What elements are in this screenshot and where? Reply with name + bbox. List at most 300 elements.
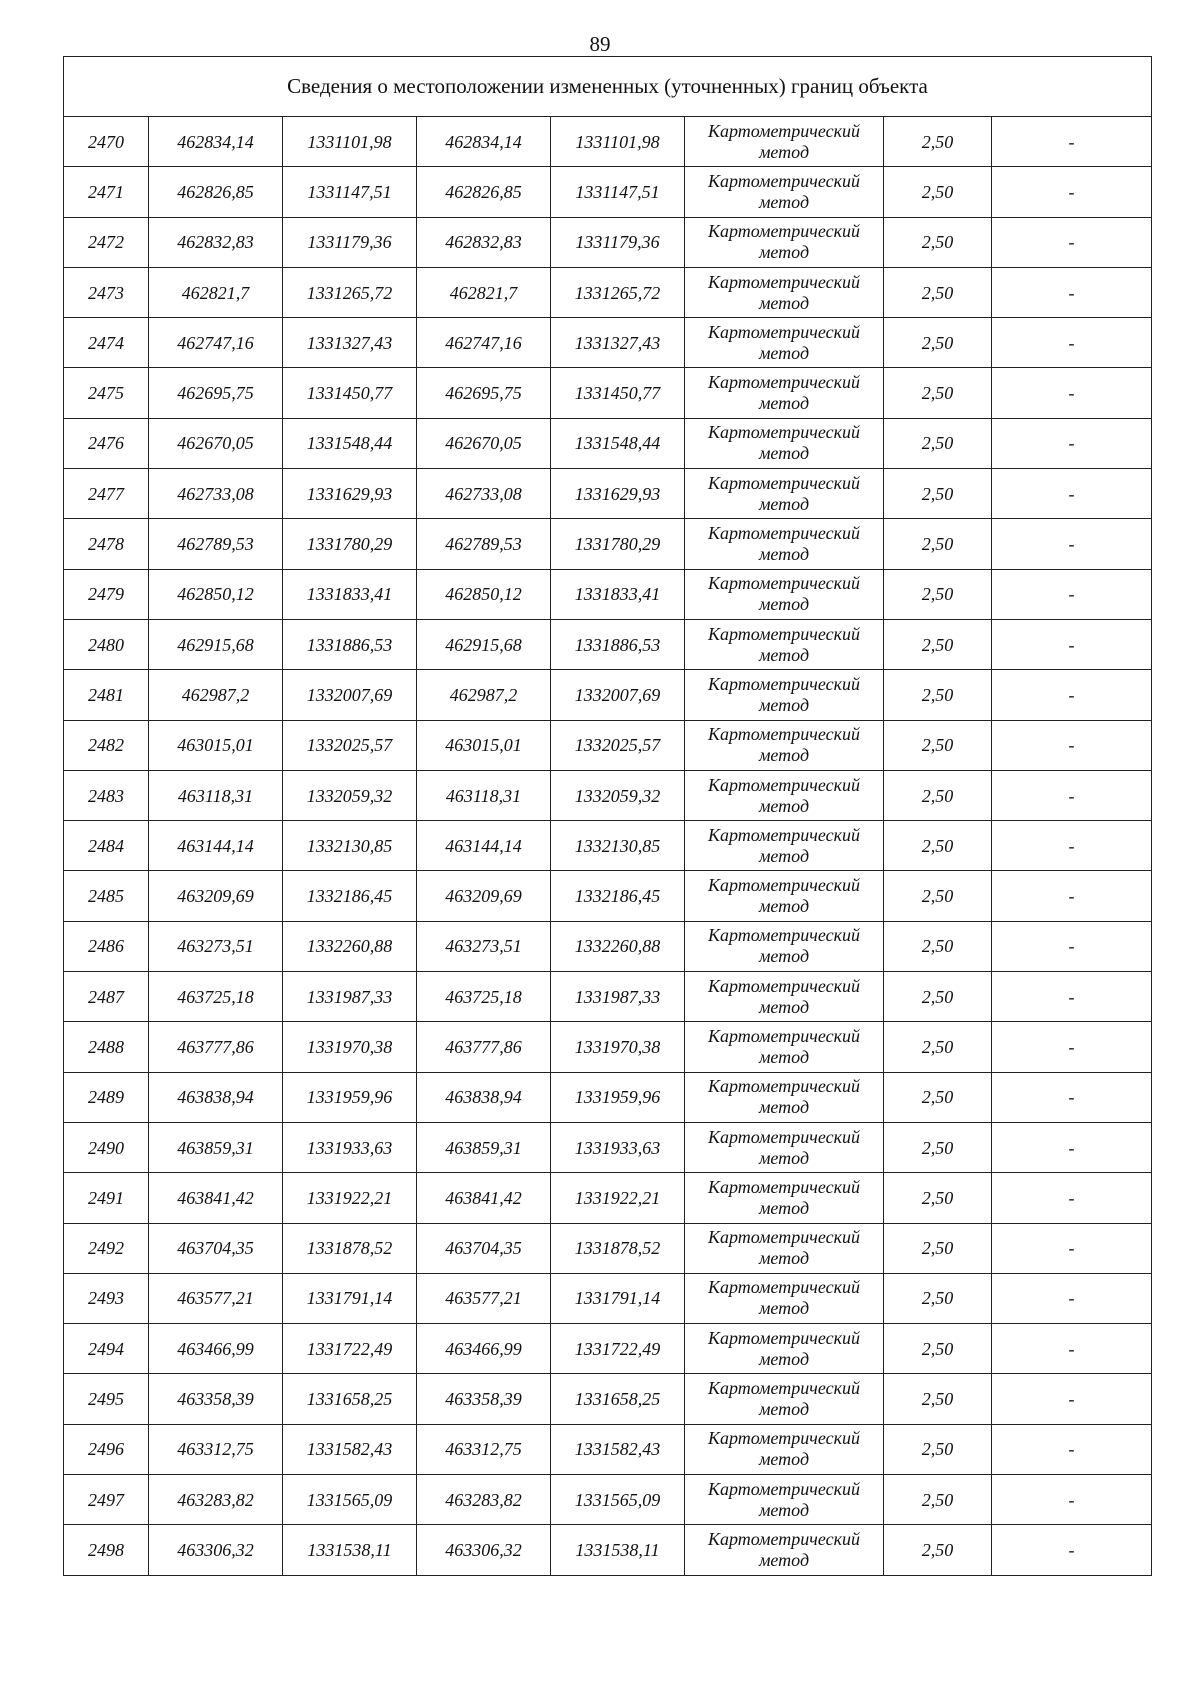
refined-y-cell: 1331791,14 <box>551 1273 685 1323</box>
precision-cell: 2,50 <box>884 519 992 569</box>
method-line-2: метод <box>758 1046 810 1067</box>
existing-y-cell: 1331265,72 <box>283 267 417 317</box>
precision-cell: 2,50 <box>884 1122 992 1172</box>
refined-y-cell: 1331658,25 <box>551 1374 685 1424</box>
table-row <box>64 1374 1152 1424</box>
method-line-1: Картометрический <box>707 573 860 594</box>
existing-y-cell: 1331987,33 <box>283 972 417 1022</box>
method-cell <box>685 921 884 971</box>
method-line-1: Картометрический <box>707 120 860 141</box>
method-cell <box>685 469 884 519</box>
refined-y-cell: 1331722,49 <box>551 1324 685 1374</box>
precision-cell: 2,50 <box>884 217 992 267</box>
refined-x-cell: 462915,68 <box>417 619 551 669</box>
method-cell <box>685 1072 884 1122</box>
refined-y-cell: 1331780,29 <box>551 519 685 569</box>
existing-x-cell: 462826,85 <box>149 167 283 217</box>
precision-cell: 2,50 <box>884 1273 992 1323</box>
method-line-2: метод <box>758 1499 810 1520</box>
refined-y-cell: 1331878,52 <box>551 1223 685 1273</box>
method-line-1: Картометрический <box>707 1176 860 1197</box>
refined-x-cell: 462695,75 <box>417 368 551 418</box>
note-cell: - <box>992 1374 1152 1424</box>
point-number-cell: 2492 <box>64 1223 149 1273</box>
refined-x-cell: 463704,35 <box>417 1223 551 1273</box>
refined-y-cell: 1332130,85 <box>551 821 685 871</box>
existing-y-cell: 1331922,21 <box>283 1173 417 1223</box>
point-number-cell: 2480 <box>64 619 149 669</box>
point-number-cell: 2477 <box>64 469 149 519</box>
method-cell <box>685 821 884 871</box>
refined-y-cell: 1331886,53 <box>551 619 685 669</box>
note-cell: - <box>992 1525 1152 1575</box>
refined-y-cell: 1331833,41 <box>551 569 685 619</box>
note-cell: - <box>992 921 1152 971</box>
method-line-1: Картометрический <box>707 774 860 795</box>
refined-x-cell: 463725,18 <box>417 972 551 1022</box>
existing-x-cell: 462670,05 <box>149 418 283 468</box>
existing-x-cell: 462733,08 <box>149 469 283 519</box>
note-cell: - <box>992 619 1152 669</box>
refined-y-cell: 1331933,63 <box>551 1122 685 1172</box>
precision-cell: 2,50 <box>884 1022 992 1072</box>
method-line-2: метод <box>758 242 810 263</box>
existing-y-cell: 1331970,38 <box>283 1022 417 1072</box>
table-title: Сведения о местоположении измененных (уточненных) границ объекта <box>64 57 1152 117</box>
refined-x-cell: 463312,75 <box>417 1424 551 1474</box>
note-cell: - <box>992 1475 1152 1525</box>
precision-cell: 2,50 <box>884 770 992 820</box>
existing-y-cell: 1331538,11 <box>283 1525 417 1575</box>
table-row <box>64 318 1152 368</box>
method-line-1: Картометрический <box>707 724 860 745</box>
existing-y-cell: 1331101,98 <box>283 117 417 167</box>
method-line-1: Картометрический <box>707 372 860 393</box>
method-cell <box>685 267 884 317</box>
table-row <box>64 1475 1152 1525</box>
existing-x-cell: 463358,39 <box>149 1374 283 1424</box>
method-line-2: метод <box>758 795 810 816</box>
refined-y-cell: 1331959,96 <box>551 1072 685 1122</box>
method-line-2: метод <box>758 594 810 615</box>
method-cell <box>685 1324 884 1374</box>
point-number-cell: 2493 <box>64 1273 149 1323</box>
existing-y-cell: 1331959,96 <box>283 1072 417 1122</box>
existing-y-cell: 1332260,88 <box>283 921 417 971</box>
point-number-cell: 2481 <box>64 670 149 720</box>
existing-y-cell: 1332025,57 <box>283 720 417 770</box>
refined-x-cell: 463841,42 <box>417 1173 551 1223</box>
existing-x-cell: 462695,75 <box>149 368 283 418</box>
method-line-1: Картометрический <box>707 925 860 946</box>
existing-x-cell: 463015,01 <box>149 720 283 770</box>
method-line-1: Картометрический <box>707 1428 860 1449</box>
method-line-2: метод <box>758 1248 810 1269</box>
existing-y-cell: 1331327,43 <box>283 318 417 368</box>
method-cell <box>685 1475 884 1525</box>
method-line-1: Картометрический <box>707 673 860 694</box>
table-row <box>64 1122 1152 1172</box>
method-line-2: метод <box>758 1549 810 1570</box>
table-body <box>64 117 1152 1576</box>
refined-x-cell: 463283,82 <box>417 1475 551 1525</box>
refined-y-cell: 1331582,43 <box>551 1424 685 1474</box>
note-cell: - <box>992 670 1152 720</box>
method-cell <box>685 972 884 1022</box>
precision-cell: 2,50 <box>884 1424 992 1474</box>
refined-y-cell: 1331327,43 <box>551 318 685 368</box>
refined-x-cell: 463777,86 <box>417 1022 551 1072</box>
method-cell <box>685 1374 884 1424</box>
table-row <box>64 569 1152 619</box>
refined-x-cell: 462821,7 <box>417 267 551 317</box>
point-number-cell: 2486 <box>64 921 149 971</box>
existing-x-cell: 462915,68 <box>149 619 283 669</box>
existing-y-cell: 1331658,25 <box>283 1374 417 1424</box>
existing-y-cell: 1332007,69 <box>283 670 417 720</box>
existing-x-cell: 462821,7 <box>149 267 283 317</box>
note-cell: - <box>992 972 1152 1022</box>
existing-y-cell: 1331722,49 <box>283 1324 417 1374</box>
table-row <box>64 1273 1152 1323</box>
method-line-1: Картометрический <box>707 472 860 493</box>
method-line-1: Картометрический <box>707 975 860 996</box>
table-row <box>64 619 1152 669</box>
existing-x-cell: 463144,14 <box>149 821 283 871</box>
existing-x-cell: 463577,21 <box>149 1273 283 1323</box>
existing-y-cell: 1332059,32 <box>283 770 417 820</box>
table-row <box>64 1022 1152 1072</box>
refined-y-cell: 1331147,51 <box>551 167 685 217</box>
point-number-cell: 2489 <box>64 1072 149 1122</box>
existing-x-cell: 463209,69 <box>149 871 283 921</box>
existing-y-cell: 1331629,93 <box>283 469 417 519</box>
existing-x-cell: 462987,2 <box>149 670 283 720</box>
precision-cell: 2,50 <box>884 921 992 971</box>
point-number-cell: 2488 <box>64 1022 149 1072</box>
table-row <box>64 1324 1152 1374</box>
refined-x-cell: 462987,2 <box>417 670 551 720</box>
refined-x-cell: 463306,32 <box>417 1525 551 1575</box>
method-line-1: Картометрический <box>707 1126 860 1147</box>
method-line-2: метод <box>758 896 810 917</box>
method-line-2: метод <box>758 141 810 162</box>
table-row <box>64 117 1152 167</box>
refined-x-cell: 462850,12 <box>417 569 551 619</box>
precision-cell: 2,50 <box>884 821 992 871</box>
note-cell: - <box>992 267 1152 317</box>
method-cell <box>685 569 884 619</box>
method-line-2: метод <box>758 694 810 715</box>
precision-cell: 2,50 <box>884 720 992 770</box>
table-row <box>64 1424 1152 1474</box>
method-line-2: метод <box>758 996 810 1017</box>
table-row <box>64 217 1152 267</box>
refined-x-cell: 463358,39 <box>417 1374 551 1424</box>
method-line-1: Картометрический <box>707 1076 860 1097</box>
refined-y-cell: 1331179,36 <box>551 217 685 267</box>
method-line-2: метод <box>758 493 810 514</box>
table-row <box>64 720 1152 770</box>
method-line-1: Картометрический <box>707 422 860 443</box>
refined-y-cell: 1331548,44 <box>551 418 685 468</box>
method-line-1: Картометрический <box>707 523 860 544</box>
method-cell <box>685 519 884 569</box>
point-number-cell: 2484 <box>64 821 149 871</box>
refined-y-cell: 1331987,33 <box>551 972 685 1022</box>
method-line-2: метод <box>758 1449 810 1470</box>
note-cell: - <box>992 871 1152 921</box>
method-line-2: метод <box>758 946 810 967</box>
existing-x-cell: 463777,86 <box>149 1022 283 1072</box>
existing-x-cell: 463273,51 <box>149 921 283 971</box>
existing-x-cell: 463841,42 <box>149 1173 283 1223</box>
method-line-2: метод <box>758 342 810 363</box>
method-line-2: метод <box>758 745 810 766</box>
note-cell: - <box>992 1173 1152 1223</box>
method-cell <box>685 871 884 921</box>
method-cell <box>685 167 884 217</box>
point-number-cell: 2471 <box>64 167 149 217</box>
existing-x-cell: 463283,82 <box>149 1475 283 1525</box>
existing-y-cell: 1331780,29 <box>283 519 417 569</box>
refined-y-cell: 1331629,93 <box>551 469 685 519</box>
refined-x-cell: 463144,14 <box>417 821 551 871</box>
existing-x-cell: 462834,14 <box>149 117 283 167</box>
precision-cell: 2,50 <box>884 670 992 720</box>
method-line-1: Картометрический <box>707 1327 860 1348</box>
point-number-cell: 2491 <box>64 1173 149 1223</box>
precision-cell: 2,50 <box>884 1374 992 1424</box>
method-cell <box>685 770 884 820</box>
point-number-cell: 2485 <box>64 871 149 921</box>
precision-cell: 2,50 <box>884 569 992 619</box>
note-cell: - <box>992 1273 1152 1323</box>
method-line-1: Картометрический <box>707 1227 860 1248</box>
existing-y-cell: 1331147,51 <box>283 167 417 217</box>
refined-x-cell: 462733,08 <box>417 469 551 519</box>
point-number-cell: 2498 <box>64 1525 149 1575</box>
method-line-1: Картометрический <box>707 221 860 242</box>
point-number-cell: 2476 <box>64 418 149 468</box>
existing-x-cell: 463725,18 <box>149 972 283 1022</box>
precision-cell: 2,50 <box>884 619 992 669</box>
note-cell: - <box>992 1022 1152 1072</box>
point-number-cell: 2487 <box>64 972 149 1022</box>
existing-x-cell: 462747,16 <box>149 318 283 368</box>
table-row <box>64 972 1152 1022</box>
point-number-cell: 2478 <box>64 519 149 569</box>
refined-y-cell: 1331450,77 <box>551 368 685 418</box>
method-line-2: метод <box>758 1197 810 1218</box>
note-cell: - <box>992 1072 1152 1122</box>
method-line-2: метод <box>758 1399 810 1420</box>
refined-y-cell: 1332025,57 <box>551 720 685 770</box>
point-number-cell: 2490 <box>64 1122 149 1172</box>
refined-x-cell: 463859,31 <box>417 1122 551 1172</box>
refined-x-cell: 462834,14 <box>417 117 551 167</box>
existing-x-cell: 463859,31 <box>149 1122 283 1172</box>
existing-y-cell: 1331565,09 <box>283 1475 417 1525</box>
method-line-1: Картометрический <box>707 875 860 896</box>
existing-x-cell: 462832,83 <box>149 217 283 267</box>
refined-x-cell: 462832,83 <box>417 217 551 267</box>
refined-y-cell: 1331101,98 <box>551 117 685 167</box>
table-row <box>64 871 1152 921</box>
method-line-1: Картометрический <box>707 321 860 342</box>
method-line-2: метод <box>758 1097 810 1118</box>
note-cell: - <box>992 569 1152 619</box>
existing-x-cell: 463312,75 <box>149 1424 283 1474</box>
method-cell <box>685 1273 884 1323</box>
method-cell <box>685 720 884 770</box>
precision-cell: 2,50 <box>884 418 992 468</box>
method-cell <box>685 418 884 468</box>
table-row <box>64 418 1152 468</box>
method-line-1: Картометрический <box>707 271 860 292</box>
method-cell <box>685 1122 884 1172</box>
table-row <box>64 1072 1152 1122</box>
note-cell: - <box>992 720 1152 770</box>
refined-x-cell: 463015,01 <box>417 720 551 770</box>
table-row <box>64 167 1152 217</box>
refined-x-cell: 463273,51 <box>417 921 551 971</box>
method-line-1: Картометрический <box>707 824 860 845</box>
note-cell: - <box>992 821 1152 871</box>
point-number-cell: 2474 <box>64 318 149 368</box>
note-cell: - <box>992 1424 1152 1474</box>
refined-y-cell: 1331565,09 <box>551 1475 685 1525</box>
note-cell: - <box>992 368 1152 418</box>
method-cell <box>685 217 884 267</box>
point-number-cell: 2494 <box>64 1324 149 1374</box>
precision-cell: 2,50 <box>884 1173 992 1223</box>
existing-x-cell: 463306,32 <box>149 1525 283 1575</box>
point-number-cell: 2472 <box>64 217 149 267</box>
method-cell <box>685 117 884 167</box>
method-cell <box>685 619 884 669</box>
point-number-cell: 2479 <box>64 569 149 619</box>
refined-x-cell: 463466,99 <box>417 1324 551 1374</box>
table-row <box>64 1525 1152 1575</box>
method-line-2: метод <box>758 1348 810 1369</box>
method-cell <box>685 1223 884 1273</box>
method-line-1: Картометрический <box>707 1528 860 1549</box>
refined-x-cell: 463209,69 <box>417 871 551 921</box>
refined-x-cell: 462747,16 <box>417 318 551 368</box>
existing-x-cell: 463118,31 <box>149 770 283 820</box>
refined-y-cell: 1332007,69 <box>551 670 685 720</box>
precision-cell: 2,50 <box>884 1525 992 1575</box>
note-cell: - <box>992 117 1152 167</box>
note-cell: - <box>992 318 1152 368</box>
table-row <box>64 368 1152 418</box>
existing-x-cell: 462789,53 <box>149 519 283 569</box>
point-number-cell: 2470 <box>64 117 149 167</box>
existing-x-cell: 463838,94 <box>149 1072 283 1122</box>
method-line-2: метод <box>758 644 810 665</box>
existing-y-cell: 1331933,63 <box>283 1122 417 1172</box>
refined-y-cell: 1331538,11 <box>551 1525 685 1575</box>
existing-x-cell: 463704,35 <box>149 1223 283 1273</box>
existing-y-cell: 1331582,43 <box>283 1424 417 1474</box>
existing-y-cell: 1332186,45 <box>283 871 417 921</box>
precision-cell: 2,50 <box>884 972 992 1022</box>
refined-x-cell: 463118,31 <box>417 770 551 820</box>
method-cell <box>685 1173 884 1223</box>
precision-cell: 2,50 <box>884 368 992 418</box>
point-number-cell: 2482 <box>64 720 149 770</box>
method-line-1: Картометрический <box>707 170 860 191</box>
method-line-2: метод <box>758 845 810 866</box>
method-cell <box>685 368 884 418</box>
method-cell <box>685 1022 884 1072</box>
precision-cell: 2,50 <box>884 117 992 167</box>
method-cell <box>685 318 884 368</box>
note-cell: - <box>992 167 1152 217</box>
table-row <box>64 821 1152 871</box>
method-line-2: метод <box>758 1298 810 1319</box>
note-cell: - <box>992 418 1152 468</box>
precision-cell: 2,50 <box>884 1324 992 1374</box>
method-line-1: Картометрический <box>707 623 860 644</box>
method-cell <box>685 1525 884 1575</box>
table-row <box>64 670 1152 720</box>
method-line-1: Картометрический <box>707 1025 860 1046</box>
method-line-2: метод <box>758 292 810 313</box>
precision-cell: 2,50 <box>884 267 992 317</box>
note-cell: - <box>992 1223 1152 1273</box>
existing-y-cell: 1331886,53 <box>283 619 417 669</box>
table-row <box>64 770 1152 820</box>
method-line-2: метод <box>758 1147 810 1168</box>
precision-cell: 2,50 <box>884 1223 992 1273</box>
existing-y-cell: 1331450,77 <box>283 368 417 418</box>
table-row <box>64 469 1152 519</box>
refined-x-cell: 463838,94 <box>417 1072 551 1122</box>
refined-y-cell: 1332186,45 <box>551 871 685 921</box>
existing-y-cell: 1331833,41 <box>283 569 417 619</box>
method-line-2: метод <box>758 191 810 212</box>
note-cell: - <box>992 1324 1152 1374</box>
point-number-cell: 2497 <box>64 1475 149 1525</box>
point-number-cell: 2496 <box>64 1424 149 1474</box>
precision-cell: 2,50 <box>884 1475 992 1525</box>
method-line-1: Картометрический <box>707 1478 860 1499</box>
table-row <box>64 1173 1152 1223</box>
existing-y-cell: 1331878,52 <box>283 1223 417 1273</box>
refined-y-cell: 1331922,21 <box>551 1173 685 1223</box>
table-row <box>64 519 1152 569</box>
precision-cell: 2,50 <box>884 469 992 519</box>
method-line-1: Картометрический <box>707 1378 860 1399</box>
existing-y-cell: 1331548,44 <box>283 418 417 468</box>
existing-x-cell: 462850,12 <box>149 569 283 619</box>
existing-x-cell: 463466,99 <box>149 1324 283 1374</box>
refined-x-cell: 462789,53 <box>417 519 551 569</box>
method-line-1: Картометрический <box>707 1277 860 1298</box>
existing-y-cell: 1331791,14 <box>283 1273 417 1323</box>
existing-y-cell: 1331179,36 <box>283 217 417 267</box>
precision-cell: 2,50 <box>884 318 992 368</box>
refined-y-cell: 1332059,32 <box>551 770 685 820</box>
refined-y-cell: 1331265,72 <box>551 267 685 317</box>
existing-y-cell: 1332130,85 <box>283 821 417 871</box>
note-cell: - <box>992 519 1152 569</box>
point-number-cell: 2483 <box>64 770 149 820</box>
note-cell: - <box>992 1122 1152 1172</box>
refined-y-cell: 1331970,38 <box>551 1022 685 1072</box>
